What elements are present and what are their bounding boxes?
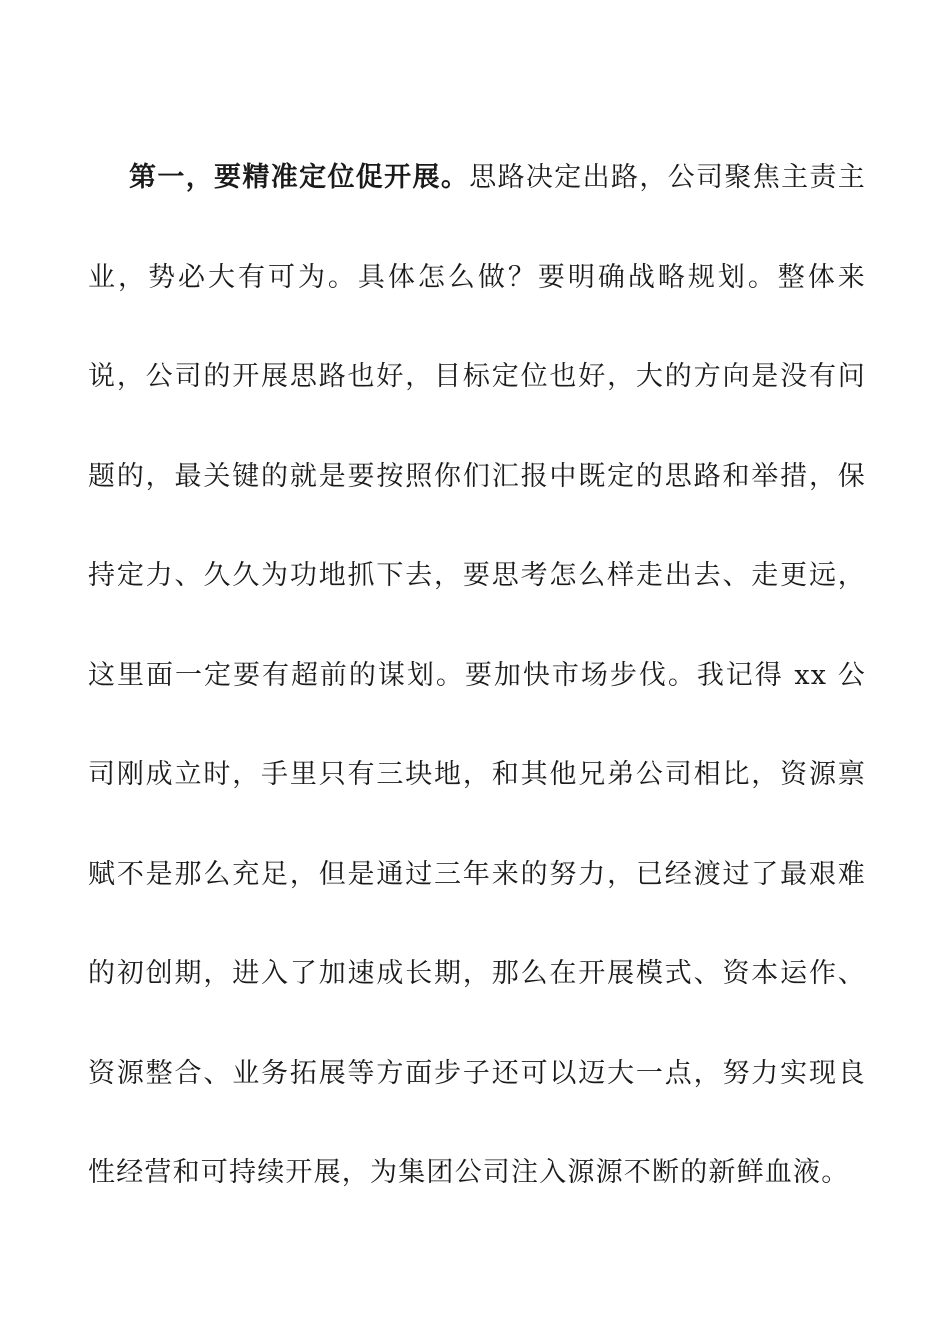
paragraph-body-text: 思路决定出路，公司聚焦主责主业，势必大有可为。具体怎么做？要明确战略规划。整体来说，公司的开展思路也好，目标定位也好，大的方向是没有问题的，最关键的就是要按照你们汇报中既定的思路和举措，保持定力、久久为功地抓下去，要思考怎么样走出去、走更远，这里面一定要有超前的谋划。要加快市场步伐。我记得 xx 公司刚成立时，手里只有三块地，和其他兄弟公司相比，资源禀赋不是那么充足，但是通过三年来的努力，已经渡过了最艰难的初创期，进入了加速成长期，那么在开展模式、资本运作、资源整合、业务拓展等方面步子还可以迈大一点，努力实现良性经营和可持续开展，为集团公司注入源源不断的新鲜血液。	[88, 162, 866, 1188]
body-paragraph	[88, 128, 866, 1223]
paragraph-lead-heading: 第一，要精准定位促开展。	[129, 162, 470, 193]
